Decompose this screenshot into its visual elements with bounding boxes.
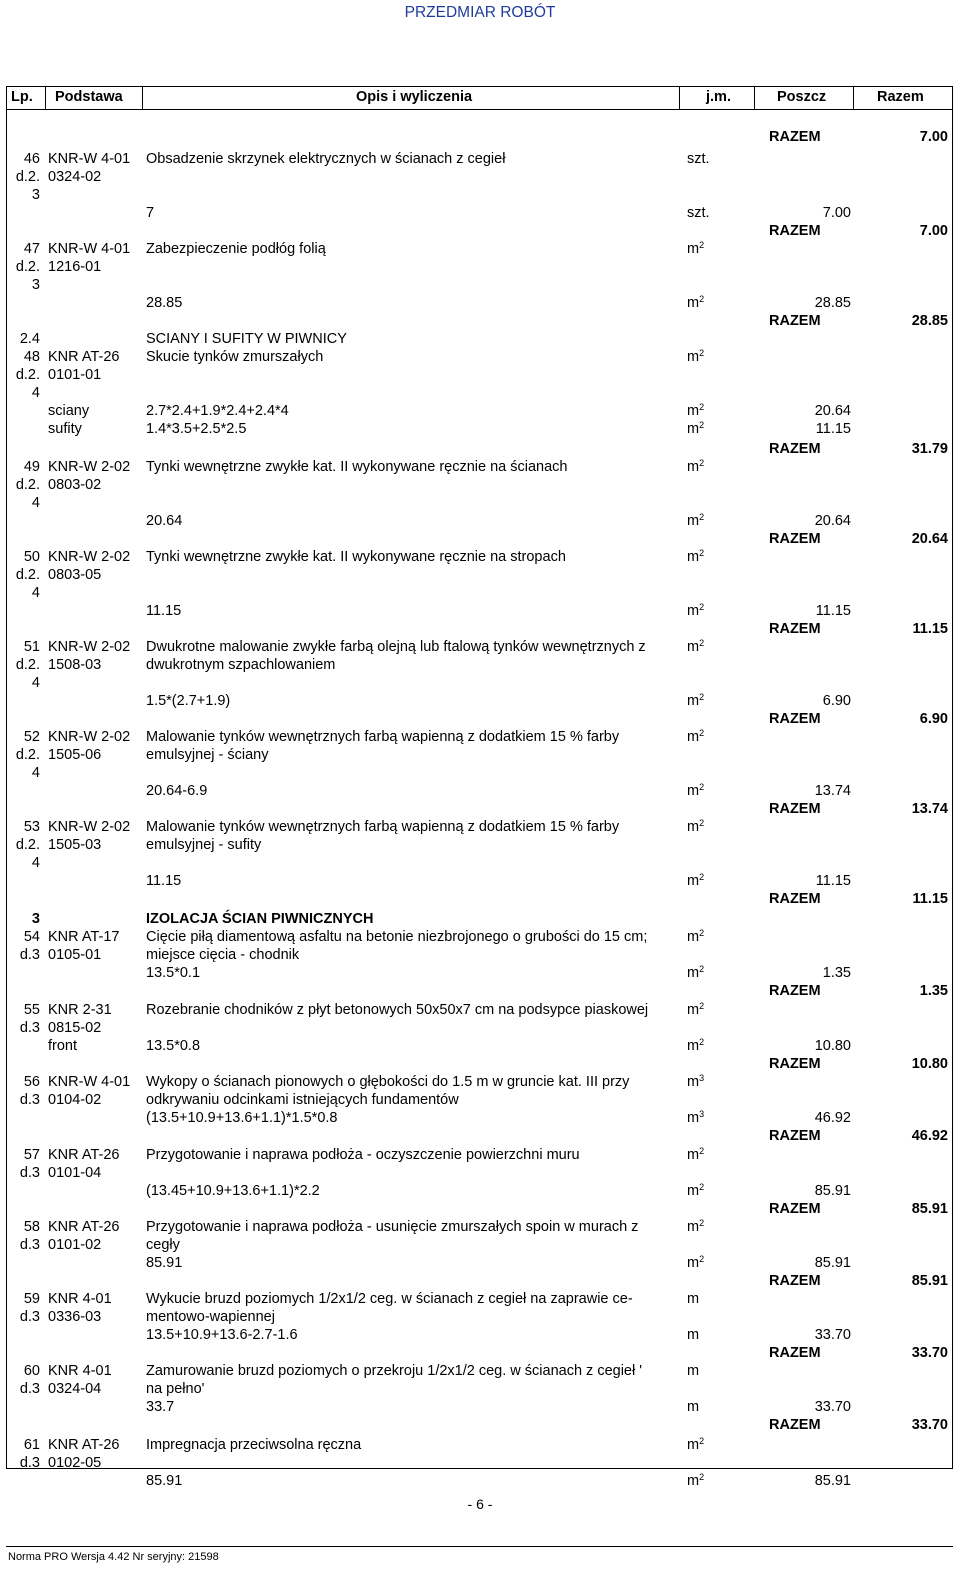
opis-cell: 11.15 [146,873,182,889]
unit-cell: $m^2$ [687,1037,705,1054]
lp-cell: d.3 [19,1237,40,1253]
lp-cell: d.2. [15,657,40,673]
podstawa-cell: KNR-W 2-02 [48,549,131,565]
lp-cell: 49 [23,459,40,475]
unit-cell: $m^2$ [687,240,705,257]
unit-cell: $m^2$ [687,512,705,529]
lp-cell: 52 [23,729,40,745]
razem-value: 7.00 [919,129,948,145]
podstawa-cell: KNR AT-26 [48,349,120,365]
podstawa-cell: 0104-02 [48,1092,102,1108]
razem-label: RAZEM [769,891,821,907]
podstawa-cell: KNR-W 2-02 [48,639,131,655]
razem-value: 20.64 [911,531,948,547]
opis-cell: Dwukrotne malowanie zwykłe farbą olejną lub ftalową tynków wewnętrznych z [146,639,646,655]
lp-cell: d.3 [19,1455,40,1471]
razem-value: 31.79 [911,441,948,457]
opis-cell: odkrywaniu odcinkami istniejących fundamentów [146,1092,459,1108]
podstawa-cell: KNR-W 4-01 [48,1074,131,1090]
razem-value: 13.74 [911,801,948,817]
opis-cell: Przygotowanie i naprawa podłoża - usunięcie zmurszałych spoin w murach z [146,1219,639,1235]
opis-cell: Wykopy o ścianach pionowych o głębokości do 1.5 m w gruncie kat. III przy [146,1074,630,1090]
podstawa-cell: 0101-01 [48,367,102,383]
lp-cell: d.3 [19,947,40,963]
lp-cell: 2.4 [19,331,40,347]
opis-cell: na pełno' [146,1381,205,1397]
opis-cell: 7 [146,205,155,221]
opis-cell: Tynki wewnętrzne zwykłe kat. II wykonywane ręcznie na stropach [146,549,566,565]
podstawa-cell: sciany [48,403,90,419]
poszcz-value: 33.70 [814,1327,851,1343]
lp-cell: 59 [23,1291,40,1307]
razem-value: 33.70 [911,1345,948,1361]
opis-cell: Malowanie tynków wewnętrznych farbą wapienną z dodatkiem 15 % farby [146,819,620,835]
podstawa-cell: KNR 4-01 [48,1291,112,1307]
lp-cell: 53 [23,819,40,835]
razem-label: RAZEM [769,441,821,457]
poszcz-value: 7.00 [822,205,851,221]
poszcz-value: 85.91 [814,1473,851,1489]
opis-cell: 85.91 [146,1473,183,1489]
podstawa-cell: 1508-03 [48,657,102,673]
razem-value: 33.70 [911,1417,948,1433]
unit-cell: $m^2$ [687,818,705,835]
razem-label: RAZEM [769,1345,821,1361]
opis-cell: dwukrotnym szpachlowaniem [146,657,336,673]
podstawa-cell: KNR-W 4-01 [48,241,131,257]
poszcz-value: 1.35 [822,965,851,981]
podstawa-cell: 0336-03 [48,1309,102,1325]
unit-cell: m [687,1363,700,1379]
razem-label: RAZEM [769,983,821,999]
opis-cell: Tynki wewnętrzne zwykłe kat. II wykonywane ręcznie na ścianach [146,459,568,475]
podstawa-cell: KNR-W 2-02 [48,459,131,475]
lp-cell: d.2. [15,747,40,763]
podstawa-cell: 1505-06 [48,747,102,763]
unit-cell: $m^2$ [687,728,705,745]
poszcz-value: 11.15 [815,421,851,437]
podstawa-cell: 0324-04 [48,1381,102,1397]
poszcz-value: 11.15 [815,603,851,619]
podstawa-cell: front [48,1038,78,1054]
poszcz-value: 46.92 [814,1110,851,1126]
razem-value: 85.91 [911,1201,948,1217]
header-razem: Razem [877,89,924,105]
lp-cell: 56 [23,1074,40,1090]
podstawa-cell: 0101-02 [48,1237,102,1253]
razem-label: RAZEM [769,621,821,637]
unit-cell: $m^2$ [687,1218,705,1235]
razem-label: RAZEM [769,1056,821,1072]
lp-cell: 58 [23,1219,40,1235]
opis-cell: emulsyjnej - ściany [146,747,269,763]
razem-label: RAZEM [769,1273,821,1289]
unit-cell: szt. [687,151,710,167]
razem-label: RAZEM [769,531,821,547]
unit-cell: $m^2$ [687,1472,705,1489]
lp-cell: d.2. [15,567,40,583]
razem-label: RAZEM [769,1417,821,1433]
header-jm: j.m. [706,89,731,105]
podstawa-cell: KNR-W 4-01 [48,151,131,167]
razem-value: 85.91 [911,1273,948,1289]
opis-cell: 2.7*2.4+1.9*2.4+2.4*4 [146,403,289,419]
razem-value: 46.92 [911,1128,948,1144]
opis-cell: 13.5*0.1 [146,965,201,981]
lp-cell: d.3 [19,1020,40,1036]
poszcz-value: 6.90 [822,693,851,709]
unit-cell: m [687,1399,700,1415]
lp-cell: 51 [23,639,40,655]
lp-cell: 57 [23,1147,40,1163]
podstawa-cell: 0815-02 [48,1020,102,1036]
poszcz-value: 10.80 [814,1038,851,1054]
unit-cell: $m^2$ [687,964,705,981]
unit-cell: $m^2$ [687,348,705,365]
podstawa-cell: KNR AT-26 [48,1437,120,1453]
unit-cell: $m^2$ [687,928,705,945]
table-body [7,109,952,1489]
poszcz-value: 85.91 [814,1183,851,1199]
podstawa-cell: 0101-04 [48,1165,102,1181]
razem-label: RAZEM [769,223,821,239]
razem-label: RAZEM [769,801,821,817]
poszcz-value: 20.64 [814,403,851,419]
lp-cell: 4 [31,495,40,511]
podstawa-cell: KNR 2-31 [48,1002,112,1018]
razem-value: 6.90 [919,711,948,727]
unit-cell: $m^2$ [687,458,705,475]
razem-value: 7.00 [919,223,948,239]
unit-cell: $m^2$ [687,420,705,437]
opis-cell: Zamurowanie bruzd poziomych o przekroju 1/2x1/2 ceg. w ścianach z cegieł ' [146,1363,643,1379]
podstawa-cell: 0803-05 [48,567,102,583]
lp-cell: 50 [23,549,40,565]
unit-cell: $m^2$ [687,1146,705,1163]
lp-cell: 3 [31,277,40,293]
razem-value: 11.15 [912,891,948,907]
lp-cell: d.2. [15,477,40,493]
razem-label: RAZEM [769,711,821,727]
section-title: IZOLACJA ŚCIAN PIWNICZNYCH [146,911,374,927]
unit-cell: $m^2$ [687,402,705,419]
opis-cell: Przygotowanie i naprawa podłoża - oczyszczenie powierzchni muru [146,1147,580,1163]
unit-cell: $m^2$ [687,782,705,799]
razem-label: RAZEM [769,1201,821,1217]
podstawa-cell: 1505-03 [48,837,102,853]
podstawa-cell: sufity [48,421,82,437]
razem-value: 28.85 [911,313,948,329]
podstawa-cell: KNR AT-17 [48,929,120,945]
opis-cell: cegły [146,1237,180,1253]
opis-cell: emulsyjnej - sufity [146,837,262,853]
poszcz-value: 13.74 [814,783,851,799]
opis-cell: Wykucie bruzd poziomych 1/2x1/2 ceg. w ścianach z cegieł na zaprawie ce- [146,1291,633,1307]
razem-label: RAZEM [769,313,821,329]
razem-value: 10.80 [911,1056,948,1072]
opis-cell: 33.7 [146,1399,175,1415]
opis-cell: 28.85 [146,295,183,311]
unit-cell: szt. [687,205,710,221]
section-title: SCIANY I SUFITY W PIWNICY [146,331,347,347]
lp-cell: 3 [31,911,40,927]
page-number: - 6 - [467,1496,493,1512]
opis-cell: mentowo-wapiennej [146,1309,275,1325]
podstawa-cell: 0105-01 [48,947,102,963]
opis-cell: Malowanie tynków wewnętrznych farbą wapienną z dodatkiem 15 % farby [146,729,620,745]
lp-cell: 3 [31,187,40,203]
opis-cell: 1.4*3.5+2.5*2.5 [146,421,247,437]
unit-cell: $m^2$ [687,1182,705,1199]
podstawa-cell: 1216-01 [48,259,102,275]
opis-cell: Skucie tynków zmurszałych [146,349,324,365]
poszcz-value: 11.15 [815,873,851,889]
razem-value: 1.35 [919,983,948,999]
footer-note: Norma PRO Wersja 4.42 Nr seryjny: 21598 [8,1551,219,1563]
lp-cell: 4 [31,675,40,691]
header-lp: Lp. [11,89,33,105]
razem-label: RAZEM [769,129,821,145]
lp-cell: 54 [23,929,40,945]
opis-cell: (13.45+10.9+13.6+1.1)*2.2 [146,1183,320,1199]
podstawa-cell: KNR AT-26 [48,1147,120,1163]
lp-cell: d.2. [15,169,40,185]
lp-cell: 4 [31,855,40,871]
cost-estimate-table [6,86,953,1489]
lp-cell: 60 [23,1363,40,1379]
lp-cell: 4 [31,385,40,401]
opis-cell: (13.5+10.9+13.6+1.1)*1.5*0.8 [146,1110,338,1126]
lp-cell: d.3 [19,1381,40,1397]
opis-cell: 13.5*0.8 [146,1038,201,1054]
lp-cell: d.2. [15,837,40,853]
opis-cell: 20.64 [146,513,183,529]
unit-cell: $m^2$ [687,872,705,889]
lp-cell: 61 [23,1437,40,1453]
opis-cell: miejsce cięcia - chodnik [146,947,300,963]
table-header [7,87,952,110]
podstawa-cell: KNR-W 2-02 [48,729,131,745]
unit-cell: $m^3$ [687,1073,705,1090]
opis-cell: 13.5+10.9+13.6-2.7-1.6 [146,1327,298,1343]
lp-cell: 47 [23,241,40,257]
podstawa-cell: 0803-02 [48,477,102,493]
podstawa-cell: KNR AT-26 [48,1219,120,1235]
unit-cell: $m^3$ [687,1109,705,1126]
opis-cell: Rozebranie chodników z płyt betonowych 50x50x7 cm na podsypce piaskowej [146,1002,649,1018]
podstawa-cell: KNR 4-01 [48,1363,112,1379]
lp-cell: 46 [23,151,40,167]
razem-value: 11.15 [912,621,948,637]
header-opis: Opis i wyliczenia [356,89,473,105]
poszcz-value: 33.70 [814,1399,851,1415]
opis-cell: 1.5*(2.7+1.9) [146,693,231,709]
lp-cell: d.2. [15,259,40,275]
unit-cell: $m^2$ [687,692,705,709]
lp-cell: 55 [23,1002,40,1018]
page-title: PRZEDMIAR ROBÓT [404,4,556,21]
poszcz-value: 20.64 [814,513,851,529]
lp-cell: d.2. [15,367,40,383]
podstawa-cell: 0102-05 [48,1455,102,1471]
unit-cell: $m^2$ [687,1436,705,1453]
opis-cell: Cięcie piłą diamentową asfaltu na betonie niezbrojonego o grubości do 15 cm; [146,929,648,945]
lp-cell: d.3 [19,1309,40,1325]
poszcz-value: 85.91 [814,1255,851,1271]
header-podstawa: Podstawa [55,89,123,105]
footer-divider [6,1546,953,1547]
unit-cell: $m^2$ [687,548,705,565]
opis-cell: Impregnacja przeciwsolna ręczna [146,1437,362,1453]
unit-cell: $m^2$ [687,638,705,655]
opis-cell: 11.15 [146,603,182,619]
razem-label: RAZEM [769,1128,821,1144]
podstawa-cell: KNR-W 2-02 [48,819,131,835]
header-poszcz: Poszcz [777,89,827,105]
lp-cell: 4 [31,585,40,601]
opis-cell: 20.64-6.9 [146,783,208,799]
poszcz-value: 28.85 [814,295,851,311]
opis-cell: 85.91 [146,1255,183,1271]
unit-cell: $m^2$ [687,1001,705,1018]
lp-cell: 48 [23,349,40,365]
unit-cell: $m^2$ [687,602,705,619]
opis-cell: Obsadzenie skrzynek elektrycznych w ścianach z cegieł [146,151,506,167]
unit-cell: $m^2$ [687,294,705,311]
lp-cell: 4 [31,765,40,781]
podstawa-cell: 0324-02 [48,169,102,185]
unit-cell: m [687,1291,700,1307]
opis-cell: Zabezpieczenie podłóg folią [146,241,326,257]
unit-cell: m [687,1327,700,1343]
lp-cell: d.3 [19,1092,40,1108]
lp-cell: d.3 [19,1165,40,1181]
unit-cell: $m^2$ [687,1254,705,1271]
